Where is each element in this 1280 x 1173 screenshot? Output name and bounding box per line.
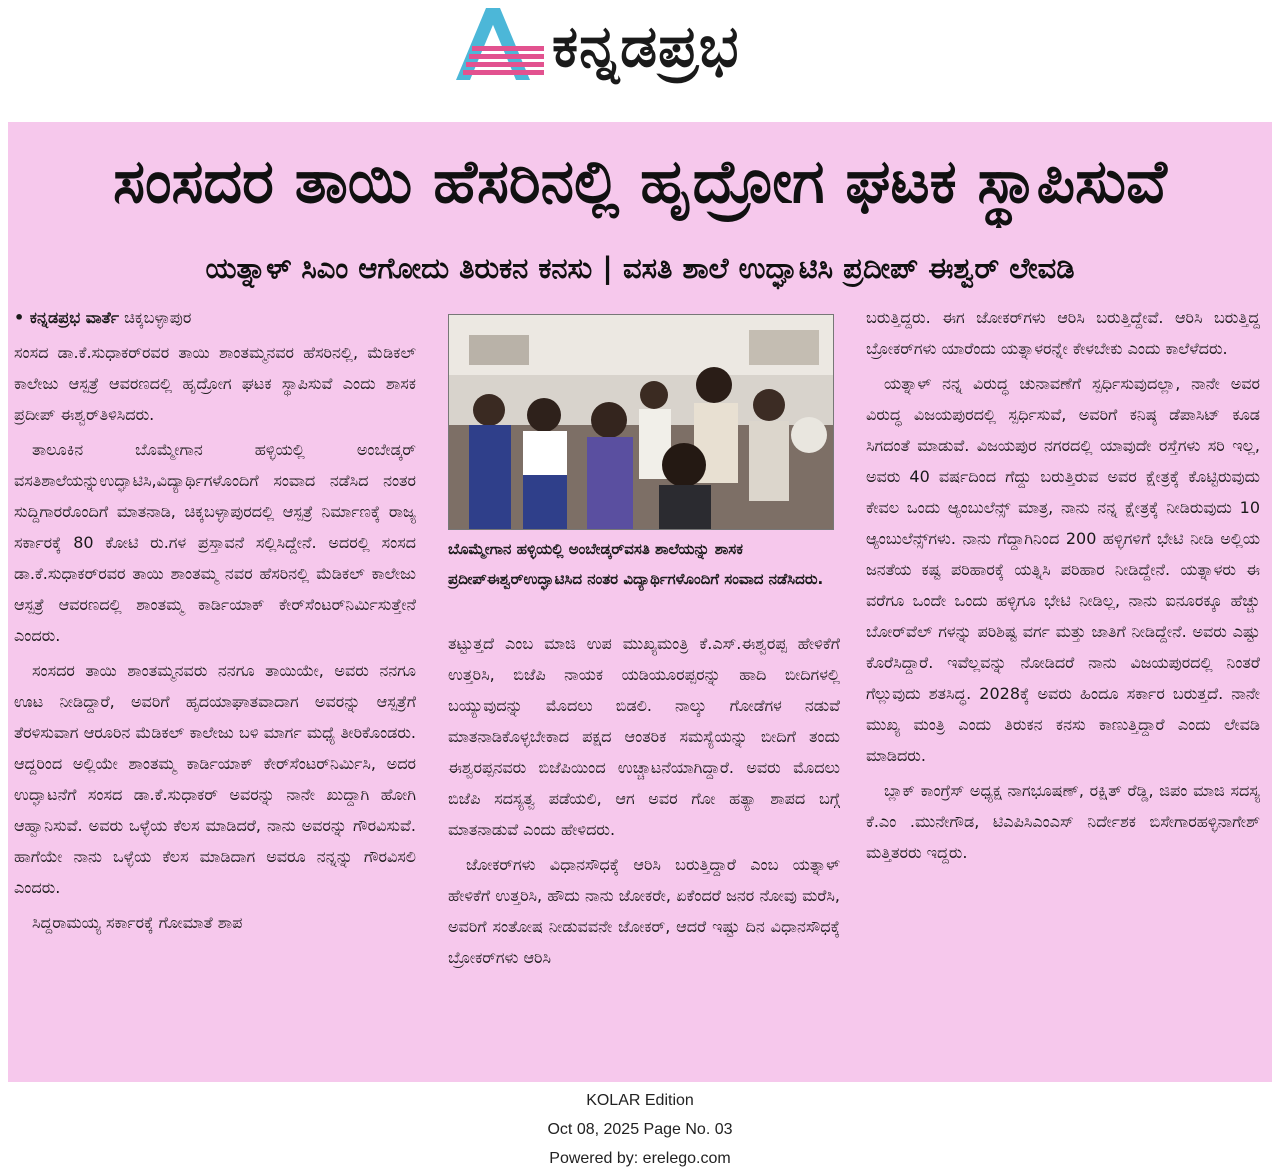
edition-label: KOLAR Edition — [586, 1092, 694, 1109]
powered-by-label: Powered by: erelego.com — [549, 1150, 731, 1167]
article-column-2 — [448, 628, 840, 1072]
photo-illustration — [449, 315, 833, 529]
headline: ಸಂಸದರ ತಾಯಿ ಹೆಸರಿನಲ್ಲಿ ಹೃದ್ರೋಗ ಘಟಕ ಸ್ಥಾಪಿಸುವೆ — [113, 147, 1167, 217]
byline: ಕನ್ನಡಪ್ರಭ ವಾರ್ತೆ — [29, 308, 120, 327]
bullet-icon: • — [14, 308, 30, 327]
paragraph: ತಟ್ಟುತ್ತದೆ ಎಂಬ ಮಾಜಿ ಉಪ ಮುಖ್ಯಮಂತ್ರಿ ಕೆ.ಎಸ್.ಈಶ್ವರಪ್ಪ ಹೇಳಿಕೆಗೆ ಉತ್ತರಿಸಿ, ಬಿಜೆಪಿ ನಾಯಕ ಯಡಿಯೂರಪ್ಪರನ್ನು ಹಾದಿ ಬೀದಿಗಳಲ್ಲಿ ಬಯ್ಯುವುದನ್ನು ಮೊದಲು ಬಿಡಲಿ. ನಾಲ್ಕು ಗೋಡೆಗಳ ನಡುವೆ ಮಾತನಾಡಿಕೊಳ್ಳಬೇಕಾದ ಪಕ್ಷದ ಆಂತರಿಕ ಸಮಸ್ಯೆಯನ್ನು ಬೀದಿಗೆ ತಂದು ಈಶ್ವರಪ್ಪನವರು ಬಿಜೆಪಿಯಿಂದ ಉಚ್ಚಾಟನೆಯಾಗಿದ್ದಾರೆ. ಅವರು ಮೊದಲು ಬಿಜೆಪಿ ಸದಸ್ಯತ್ವ ಪಡೆಯಲಿ, ಆಗ ಅವರ ಗೋ ಹತ್ಯಾ ಶಾಪದ ಬಗ್ಗೆ ಮಾತನಾಡುವೆ ಎಂದು ಹೇಳಿದರು. — [448, 634, 840, 839]
masthead-title: ಕನ್ನಡಪ್ರಭ — [552, 12, 740, 80]
article-column-3 — [866, 302, 1260, 1072]
photo-caption: ಬೊಮ್ಮೇಗಾನ ಹಳ್ಳಿಯಲ್ಲಿ ಅಂಬೇಡ್ಕರ್‌ವಸತಿ ಶಾಲೆಯನ್ನು ಶಾಸಕ ಪ್ರದೀಪ್‌ಈಶ್ವರ್‌ಉದ್ಘಾಟಿಸಿದ ನಂತರ ವಿದ್ಯಾರ್ಥಿಗಳೊಂದಿಗೆ ಸಂವಾದ ನಡೆಸಿದರು. — [448, 540, 824, 588]
paragraph: ಬ್ಲಾಕ್ ಕಾಂಗ್ರೆಸ್ ಅಧ್ಯಕ್ಷ ನಾಗಭೂಷಣ್, ರಕ್ಷಿತ್ ರೆಡ್ಡಿ, ಜಿಪಂ ಮಾಜಿ ಸದಸ್ಯ ಕೆ.ಎಂ .ಮುನೇಗೌಡ, ಟಿಎಪಿಸಿಎಂಎಸ್ ನಿರ್ದೇಶಕ ಬಿಸೇಗಾರಹಳ್ಳಿನಾಗೇಶ್ ಮತ್ತಿತರರು ಇದ್ದರು. — [866, 781, 1260, 862]
byline-line — [14, 302, 416, 333]
paragraph: ಸಿದ್ದರಾಮಯ್ಯ ಸರ್ಕಾರಕ್ಕೆ ಗೋಮಾತೆ ಶಾಪ — [32, 913, 243, 932]
date-page-label: Oct 08, 2025 Page No. 03 — [547, 1121, 733, 1138]
paragraph: ಬರುತ್ತಿದ್ದರು. ಈಗ ಜೋಕರ್‌ಗಳು ಆರಿಸಿ ಬರುತ್ತಿದ್ದೇವೆ. ಆರಿಸಿ ಬರುತ್ತಿದ್ದ ಬ್ರೋಕರ್‌ಗಳು ಯಾರೆಂದು ಯತ್ನಾಳರನ್ನೇ ಕೇಳಬೇಕು ಎಂದು ಕಾಲೆಳೆದರು. — [866, 308, 1260, 358]
byline-place: ಚಿಕ್ಕಬಳ್ಳಾಪುರ — [124, 308, 192, 327]
paragraph: ಯತ್ನಾಳ್ ನನ್ನ ವಿರುದ್ಧ ಚುನಾವಣೆಗೆ ಸ್ಪರ್ಧಿಸುವುದಲ್ಲಾ, ನಾನೇ ಅವರ ವಿರುದ್ಧ ವಿಜಯಪುರದಲ್ಲಿ ಸ್ಪರ್ಧಿಸುವೆ, ಅವರಿಗೆ ಕನಿಷ್ಠ ಡೆಪಾಸಿಟ್ ಕೂಡ ಸಿಗದಂತೆ ಮಾಡುವೆ. ವಿಜಯಪುರ ನಗರದಲ್ಲಿ ಯಾವುದೇ ರಸ್ತೆಗಳು ಸರಿ ಇಲ್ಲ, ಅವರು 40 ವರ್ಷದಿಂದ ಗೆದ್ದು ಬರುತ್ತಿರುವ ಅವರ ಕ್ಷೇತ್ರಕ್ಕೆ ಕೊಟ್ಟಿರುವುದು ಕೇವಲ ಒಂದು ಆ್ಯಂಬುಲೆನ್ಸ್ ಮಾತ್ರ, ನಾನು ನನ್ನ ಕ್ಷೇತ್ರಕ್ಕೆ ನೀಡಿರುವುದು 10 ಆ್ಯಂಬುಲೆನ್ಸ್‌ಗಳು. ನಾನು ಗೆದ್ದಾಗಿನಿಂದ 200 ಹಳ್ಳಿಗಳಿಗೆ ಭೇಟಿ ನೀಡಿ ಅಲ್ಲಿಯ ಜನತೆಯ ಕಷ್ಟ ಪರಿಹಾರಕ್ಕೆ ಯತ್ನಿಸಿ ಪರಿಹಾರ ನೀಡಿದ್ದೇನೆ. ಯತ್ನಾಳರು ಈ ವರೆಗೂ ಒಂದೇ ಒಂದು ಹಳ್ಳಿಗೂ ಭೇಟಿ ನೀಡಿಲ್ಲ, ನಾನು ಐನೂರಕ್ಕೂ ಹೆಚ್ಚು ಬೋರ್‌ವೆಲ್ ಗಳನ್ನು ಪರಿಶಿಷ್ಟ ವರ್ಗ ಮತ್ತು ಜಾತಿಗೆ ನೀಡಿದ್ದೇನೆ. ಅವರು ಎಷ್ಟು ಕೊರೆಸಿದ್ದಾರೆ. ಇವೆಲ್ಲವನ್ನು ನೋಡಿದರೆ ನಾನು ವಿಜಯಪುರದಲ್ಲಿ ನಿಂತರೆ ಗೆಲ್ಲುವುದು ಶತಸಿದ್ಧ. 2028ಕ್ಕೆ ಅವರು ಹಿಂದೂ ಸರ್ಕಾರ ಬರುತ್ತದೆ. ನಾನೇ ಮುಖ್ಯ ಮಂತ್ರಿ ಎಂದು ತಿರುಕನ ಕನಸು ಕಾಣುತ್ತಿದ್ದಾರೆ ಎಂದು ಲೇವಡಿ ಮಾಡಿದರು. — [866, 374, 1260, 765]
masthead — [0, 0, 1280, 118]
paragraph: ತಾಲೂಕಿನ ಬೊಮ್ಮೇಗಾನ ಹಳ್ಳಿಯಲ್ಲಿ ಅಂಬೇಡ್ಕರ್ ವಸತಿಶಾಲೆಯನ್ನುಉದ್ಘಾಟಿಸಿ,ವಿದ್ಯಾರ್ಥಿಗಳೊಂದಿಗೆ ಸಂವಾದ ನಡೆಸಿದ ನಂತರ ಸುದ್ದಿಗಾರರೊಂದಿಗೆ ಮಾತನಾಡಿ, ಚಿಕ್ಕಬಳ್ಳಾಪುರದಲ್ಲಿ ಆಸ್ಪತ್ರೆ ನಿರ್ಮಾಣಕ್ಕೆ ರಾಜ್ಯ ಸರ್ಕಾರಕ್ಕೆ 80 ಕೋಟಿ ರು.ಗಳ ಪ್ರಸ್ತಾವನೆ ಸಲ್ಲಿಸಿದ್ದೇನೆ. ಅದರಲ್ಲಿ ಸಂಸದ ಡಾ.ಕೆ.ಸುಧಾಕರ್‌ರವರ ತಾಯಿ ಶಾಂತಮ್ಮ ನವರ ಹೆಸರಿನಲ್ಲಿ ಮೆಡಿಕಲ್ ಕಾಲೇಜು ಆಸ್ಪತ್ರೆ ಆವರಣದಲ್ಲಿ ಶಾಂತಮ್ಮ ಕಾರ್ಡಿಯಾಕ್ ಕೇರ್‌ಸೆಂಟರ್‌ನಿರ್ಮಿಸುತ್ತೇನೆ ಎಂದರು. — [14, 440, 416, 645]
article-column-1 — [14, 302, 416, 1072]
paragraph: ಸಂಸದರ ತಾಯಿ ಶಾಂತಮ್ಮನವರು ನನಗೂ ತಾಯಿಯೇ, ಅವರು ನನಗೂ ಊಟ ನೀಡಿದ್ದಾರೆ, ಅವರಿಗೆ ಹೃದಯಾಘಾತವಾದಾಗ ಅವರನ್ನು ಆಸ್ಪತ್ರೆಗೆ ತೆರಳಿಸುವಾಗ ಆರೂರಿನ ಮೆಡಿಕಲ್ ಕಾಲೇಜು ಬಳಿ ಮಾರ್ಗ ಮಧ್ಯೆ ತೀರಿಕೊಂಡರು. ಆದ್ದರಿಂದ ಅಲ್ಲಿಯೇ ಶಾಂತಮ್ಮ ಕಾರ್ಡಿಯಾಕ್ ಕೇರ್‌ಸೆಂಟರ್‌ನಿರ್ಮಿಸಿ, ಅದರ ಉದ್ಘಾಟನೆಗೆ ಸಂಸದ ಡಾ.ಕೆ.ಸುಧಾಕರ್ ಅವರನ್ನು ನಾನೇ ಖುದ್ದಾಗಿ ಹೋಗಿ ಆಹ್ವಾನಿಸುವೆ. ಅವರು ಒಳ್ಳೆಯ ಕೆಲಸ ಮಾಡಿದರೆ, ನಾನು ಅವರನ್ನು ಗೌರವಿಸುವೆ. ಹಾಗೆಯೇ ನಾನು ಒಳ್ಳೆಯ ಕೆಲಸ ಮಾಡಿದಾಗ ಅವರೂ ನನ್ನನ್ನು ಗೌರವಿಸಲಿ ಎಂದರು. — [14, 661, 416, 897]
paragraph: ಸಂಸದ ಡಾ.ಕೆ.ಸುಧಾಕರ್‌ರವರ ತಾಯಿ ಶಾಂತಮ್ಮನವರ ಹೆಸರಿನಲ್ಲಿ, ಮೆಡಿಕಲ್ ಕಾಲೇಜು ಆಸ್ಪತ್ರೆ ಆವರಣದಲ್ಲಿ ಹೃದ್ರೋಗ ಘಟಕ ಸ್ಥಾಪಿಸುವೆ ಎಂದು ಶಾಸಕ ಪ್ರದೀಪ್ ಈಶ್ವರ್‌ತಿಳಿಸಿದರು. — [14, 343, 416, 424]
kannadaprabha-logo-icon — [456, 6, 546, 82]
paragraph: ಜೋಕರ್‌ಗಳು ವಿಧಾನಸೌಧಕ್ಕೆ ಆರಿಸಿ ಬರುತ್ತಿದ್ದಾರೆ ಎಂಬ ಯತ್ನಾಳ್ ಹೇಳಿಕೆಗೆ ಉತ್ತರಿಸಿ, ಹೌದು ನಾನು ಜೋಕರೇ, ಏಕೆಂದರೆ ಜನರ ನೋವು ಮರೆಸಿ, ಅವರಿಗೆ ಸಂತೋಷ ನೀಡುವವನೇ ಜೋಕರ್, ಆದರೆ ಇಷ್ಟು ದಿನ ವಿಧಾನಸೌಧಕ್ಕೆ ಬ್ರೋಕರ್‌ಗಳು ಆರಿಸಿ — [448, 855, 840, 967]
article-clipping — [8, 122, 1272, 1082]
news-photo — [448, 314, 834, 530]
footer — [0, 1086, 1280, 1173]
subheadline: ಯತ್ನಾಳ್ ಸಿಎಂ ಆಗೋದು ತಿರುಕನ ಕನಸು | ವಸತಿ ಶಾಲೆ ಉದ್ಘಾಟಿಸಿ ಪ್ರದೀಪ್ ಈಶ್ವರ್ ಲೇವಡಿ — [205, 251, 1075, 285]
